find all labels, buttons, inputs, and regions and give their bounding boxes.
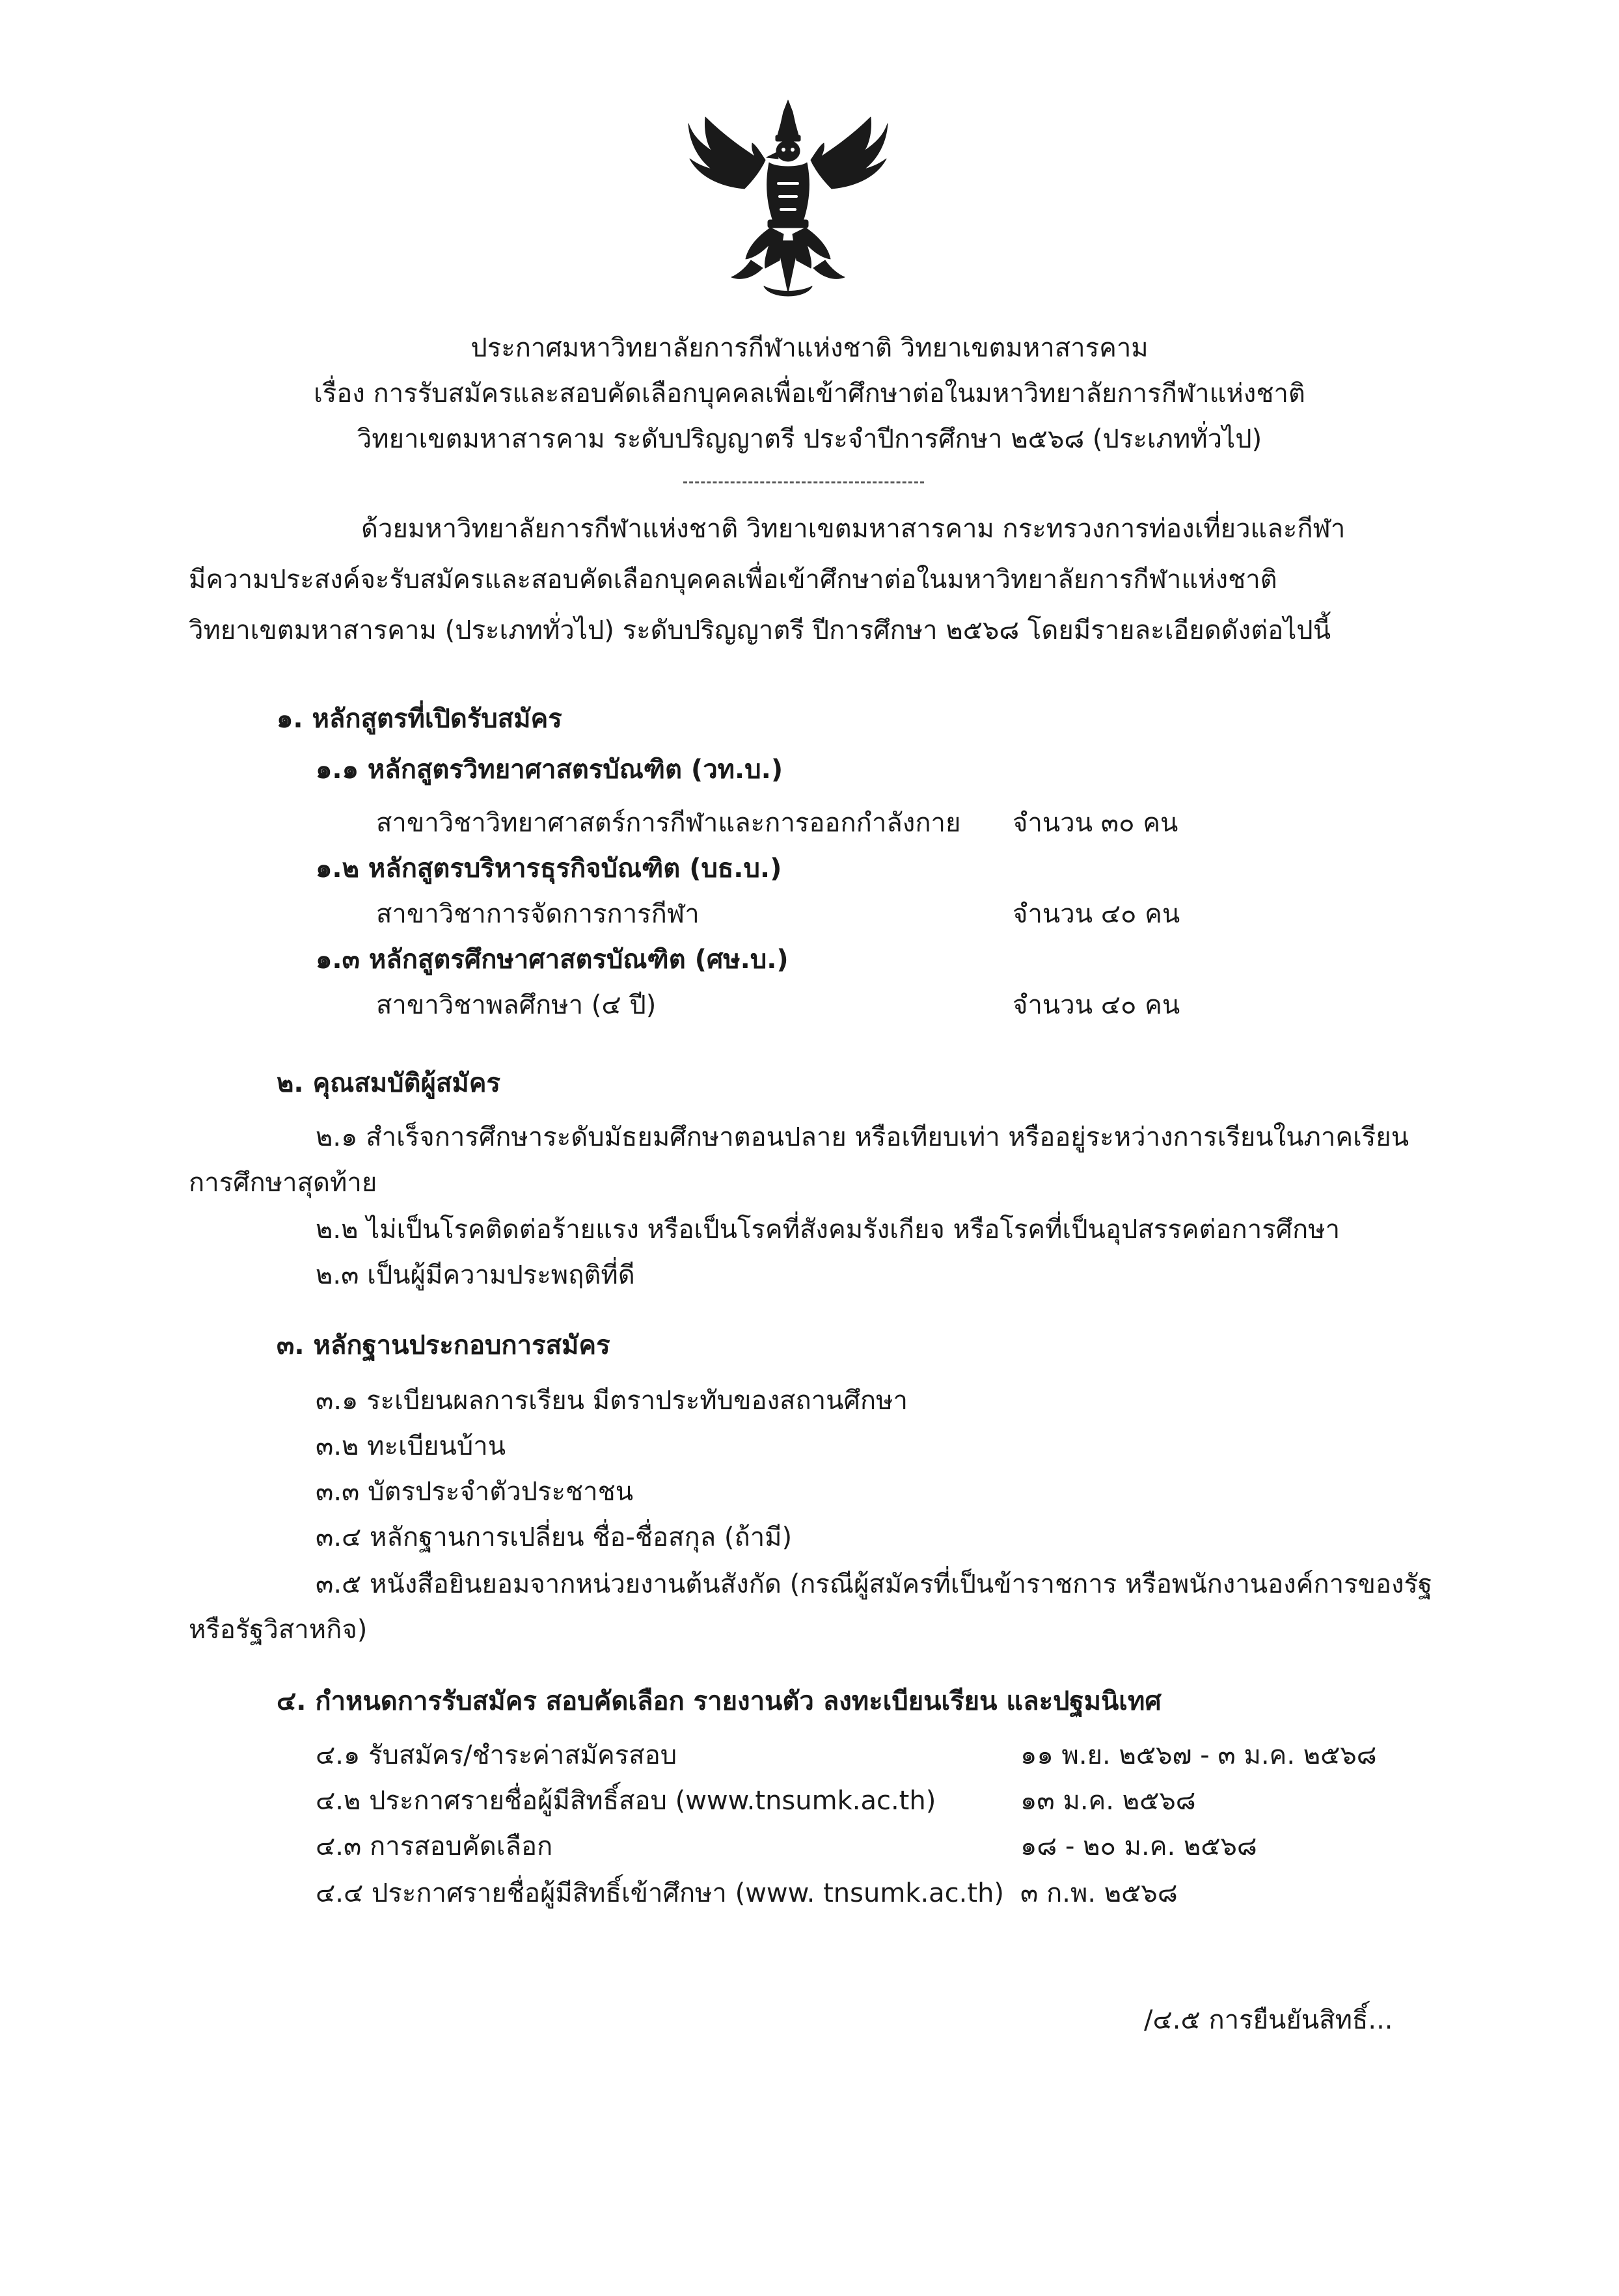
document-item-2: ๓.๒ ทะเบียนบ้าน <box>316 1431 506 1461</box>
section-4-heading: ๔. กำหนดการรับสมัคร สอบคัดเลือก รายงานตัว ลงทะเบียนเรียน และปฐมนิเทศ <box>277 1686 1162 1716</box>
program-2-count: จำนวน ๔๐ คน <box>1013 899 1180 929</box>
schedule-item-1-date: ๑๑ พ.ย. ๒๕๖๗ - ๓ ม.ค. ๒๕๖๘ <box>1020 1740 1377 1770</box>
document-item-1: ๓.๑ ระเบียนผลการเรียน มีตราประทับของสถานศึกษา <box>316 1386 908 1416</box>
document-item-5-line-2: หรือรัฐวิสาหกิจ) <box>189 1615 368 1645</box>
schedule-item-3-label: ๔.๓ การสอบคัดเลือก <box>316 1831 553 1861</box>
schedule-item-2-label: ๔.๒ ประกาศรายชื่อผู้มีสิทธิ์สอบ (www.tnsumk.ac.th) <box>316 1786 936 1816</box>
schedule-item-1-label: ๔.๑ รับสมัคร/ชำระค่าสมัครสอบ <box>316 1740 677 1770</box>
qualification-1-line-2: การศึกษาสุดท้าย <box>189 1168 377 1198</box>
program-3-count: จำนวน ๔๐ คน <box>1013 990 1180 1020</box>
intro-line-1: ด้วยมหาวิทยาลัยการกีฬาแห่งชาติ วิทยาเขตมหาสารคาม กระทรวงการท่องเที่ยวและกีฬา <box>361 514 1346 544</box>
header-separator <box>683 481 924 483</box>
document-item-3: ๓.๓ บัตรประจำตัวประชาชน <box>316 1477 634 1507</box>
program-1-heading: ๑.๑ หลักสูตรวิทยาศาสตรบัณฑิต (วท.บ.) <box>316 755 783 785</box>
section-3-heading: ๓. หลักฐานประกอบการสมัคร <box>277 1330 610 1360</box>
document-item-5-line-1: ๓.๕ หนังสือยินยอมจากหน่วยงานต้นสังกัด (กรณีผู้สมัครที่เป็นข้าราชการ หรือพนักงานองค์การของรัฐ <box>316 1569 1433 1599</box>
section-1-heading: ๑. หลักสูตรที่เปิดรับสมัคร <box>277 704 562 734</box>
section-2-heading: ๒. คุณสมบัติผู้สมัคร <box>277 1068 500 1098</box>
announcement-subject: เรื่อง การรับสมัครและสอบคัดเลือกบุคคลเพื่อเข้าศึกษาต่อในมหาวิทยาลัยการกีฬาแห่งชาติ <box>314 379 1305 409</box>
garuda-emblem-icon <box>686 98 891 306</box>
schedule-item-4-label: ๔.๔ ประกาศรายชื่อผู้มีสิทธิ์เข้าศึกษา (www. tnsumk.ac.th) <box>316 1878 1005 1908</box>
qualification-3: ๒.๓ เป็นผู้มีความประพฤติที่ดี <box>316 1260 635 1290</box>
program-1-count: จำนวน ๓๐ คน <box>1013 808 1178 838</box>
program-2-heading: ๑.๒ หลักสูตรบริหารธุรกิจบัณฑิต (บธ.บ.) <box>316 854 782 884</box>
intro-line-2: มีความประสงค์จะรับสมัครและสอบคัดเลือกบุคคลเพื่อเข้าศึกษาต่อในมหาวิทยาลัยการกีฬาแห่งชาติ <box>189 565 1277 595</box>
schedule-item-3-date: ๑๘ - ๒๐ ม.ค. ๒๕๖๘ <box>1020 1831 1257 1861</box>
program-1-major: สาขาวิชาวิทยาศาสตร์การกีฬาและการออกกำลังกาย <box>376 808 961 838</box>
qualification-2: ๒.๒ ไม่เป็นโรคติดต่อร้ายแรง หรือเป็นโรคที่สังคมรังเกียจ หรือโรคที่เป็นอุปสรรคต่อการศึกษา <box>316 1215 1340 1245</box>
intro-line-3: วิทยาเขตมหาสารคาม (ประเภททั่วไป) ระดับปริญญาตรี ปีการศึกษา ๒๕๖๘ โดยมีรายละเอียดดังต่อไปนี้ <box>189 615 1331 645</box>
page-continuation: /๔.๕ การยืนยันสิทธิ์... <box>1144 2005 1393 2035</box>
qualification-1-line-1: ๒.๑ สำเร็จการศึกษาระดับมัธยมศึกษาตอนปลาย หรือเทียบเท่า หรืออยู่ระหว่างการเรียนในภาคเรียน <box>316 1122 1409 1152</box>
program-3-heading: ๑.๓ หลักสูตรศึกษาศาสตรบัณฑิต (ศษ.บ.) <box>316 945 789 975</box>
program-3-major: สาขาวิชาพลศึกษา (๔ ปี) <box>376 990 657 1020</box>
announcement-title: ประกาศมหาวิทยาลัยการกีฬาแห่งชาติ วิทยาเขตมหาสารคาม <box>470 333 1149 363</box>
program-2-major: สาขาวิชาการจัดการการกีฬา <box>376 899 700 929</box>
schedule-item-4-date: ๓ ก.พ. ๒๕๖๘ <box>1020 1878 1178 1908</box>
schedule-item-2-date: ๑๓ ม.ค. ๒๕๖๘ <box>1020 1786 1196 1816</box>
announcement-subject-cont: วิทยาเขตมหาสารคาม ระดับปริญญาตรี ประจำปีการศึกษา ๒๕๖๘ (ประเภททั่วไป) <box>357 424 1262 454</box>
document-item-4: ๓.๔ หลักฐานการเปลี่ยน ชื่อ-ชื่อสกุล (ถ้ามี) <box>316 1522 793 1552</box>
